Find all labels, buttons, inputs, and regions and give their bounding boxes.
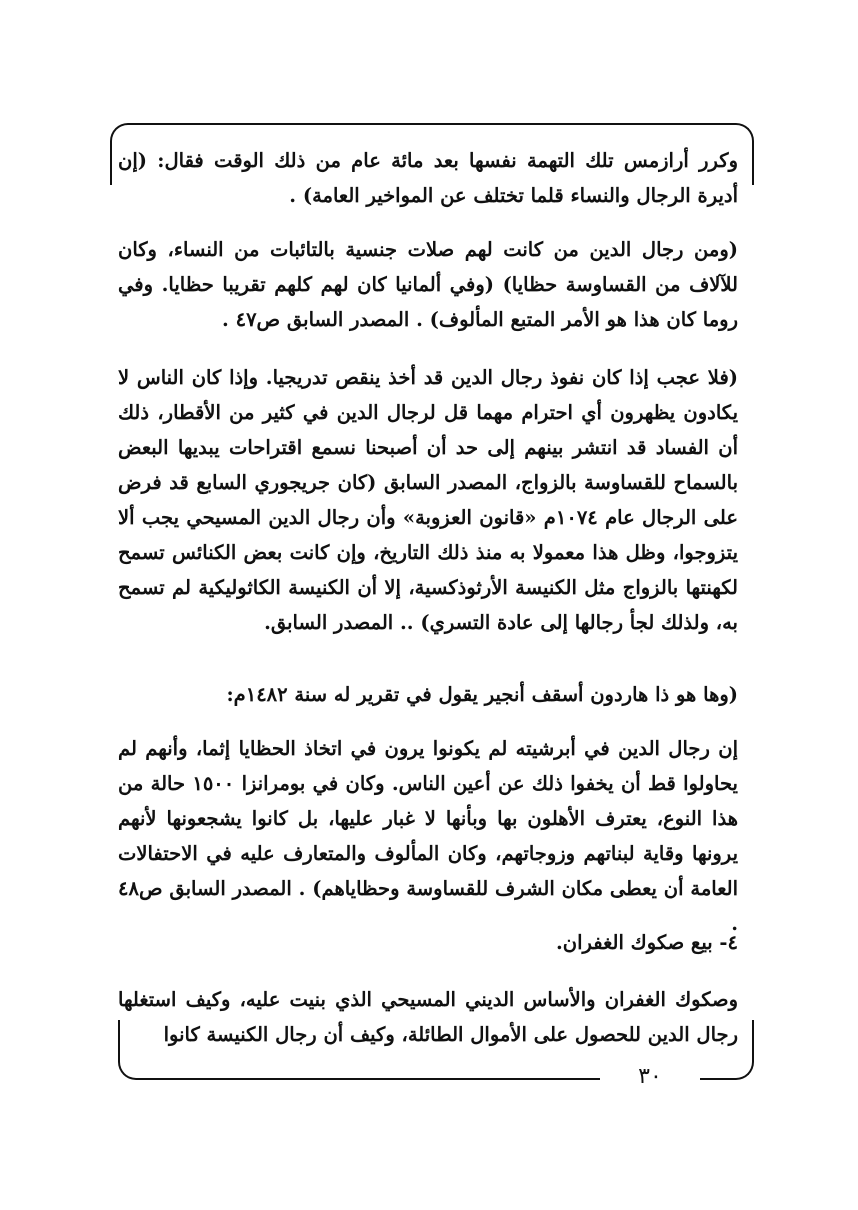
paragraph-3	[118, 360, 738, 640]
page-number: ٣٠	[600, 1062, 700, 1092]
paragraph-5-text: إن رجال الدين في أبرشيته لم يكونوا يرون في اتخاذ الحظايا إثما، وأنهم لم يحاولوا قط أن يخفوا ذلك عن أعين الناس. وكان في بومرانزا ١٥٠٠ حالة من هذا النوع، يعترف الأهلون بها وبأنها لا غبار عليها، بل كانوا يشجعونها لأنهم يرونها وقاية لبناتهم وزوجاتهم، وكان المألوف والمتعارف عليه في الاحتفالات العامة أن يعطى مكان الشرف للقساوسة وحظاياهم) . المصدر السابق ص٤٨ .	[118, 737, 738, 935]
paragraph-2	[118, 232, 738, 337]
paragraph-4-text: (وها هو ذا هاردون أسقف أنجير يقول في تقرير له سنة ١٤٨٢م:	[226, 683, 738, 706]
section-heading	[118, 925, 738, 960]
paragraph-6-text: وصكوك الغفران والأساس الديني المسيحي الذي بنيت عليه، وكيف استغلها رجال الدين للحصول على الأموال الطائلة، وكيف أن رجال الكنيسة كانوا	[118, 988, 738, 1046]
paragraph-6	[118, 982, 738, 1052]
paragraph-1-text: وكرر أرازمس تلك التهمة نفسها بعد مائة عام من ذلك الوقت فقال: (إن أديرة الرجال والنساء قلما تختلف عن المواخير العامة) .	[118, 149, 738, 207]
paragraph-2-text: (ومن رجال الدين من كانت لهم صلات جنسية بالتائبات من النساء، وكان للآلاف من القساوسة حظايا) (وفي ألمانيا كان لهم كلهم تقريبا حظايا. وفي روما كان هذا هو الأمر المتبع المألوف) . المصدر السابق ص٤٧ .	[118, 238, 738, 331]
section-heading-text: ٤- بيع صكوك الغفران.	[555, 931, 738, 954]
paragraph-3-text: (فلا عجب إذا كان نفوذ رجال الدين قد أخذ ينقص تدريجيا. وإذا كان الناس لا يكادون يظهرون أي احترام مهما قل لرجال الدين في كثير من الأقطار، ذلك أن الفساد قد انتشر بينهم إلى حد أن أصبحنا نسمع اقتراحات يبديها البعض بالسماح للقساوسة بالزواج، المصدر السابق (كان جريجوري السابع قد فرض على الرجال عام ١٠٧٤م «قانون العزوبة» وأن رجال الدين المسيحي يجب ألا يتزوجوا، وظل هذا معمولا به منذ ذلك التاريخ، وإن كانت بعض الكنائس تسمح لكهنتها بالزواج مثل الكنيسة الأرثوذكسية، إلا أن الكنيسة الكاثوليكية لم تسمح به، ولذلك لجأ رجالها إلى عادة التسري) .. المصدر السابق.	[118, 366, 738, 634]
paragraph-4	[118, 677, 738, 712]
paragraph-5	[118, 731, 738, 941]
paragraph-1	[118, 143, 738, 213]
